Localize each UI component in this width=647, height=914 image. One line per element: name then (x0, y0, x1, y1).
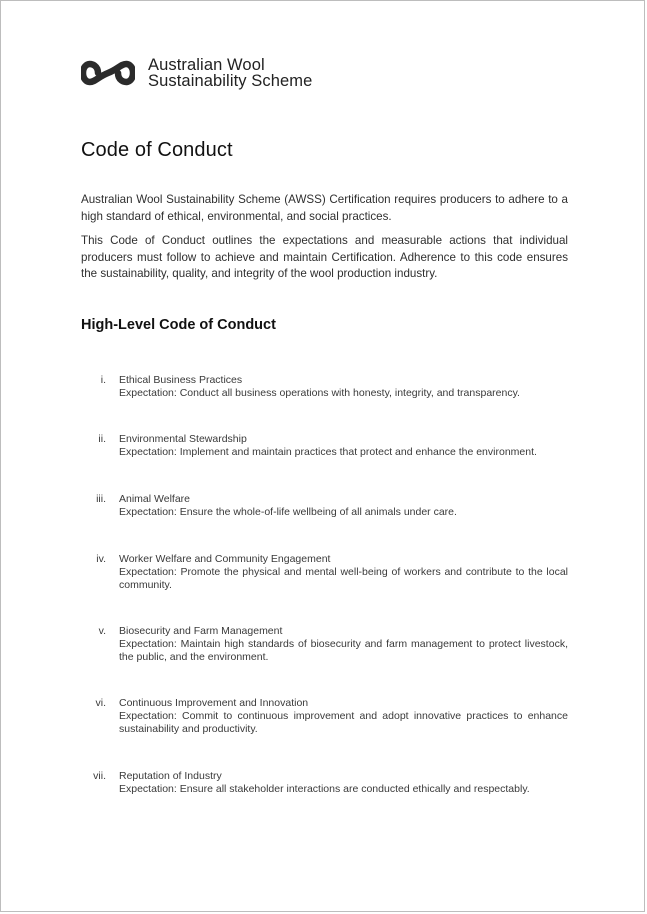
item-title: Ethical Business Practices (119, 374, 243, 386)
item-expectation: Expectation: Promote the physical and mental well-being of workers and contribute to the local community. (119, 566, 568, 591)
logo (81, 56, 312, 90)
item-number: iii. (96, 493, 106, 505)
item-number: v. (98, 625, 106, 637)
intro-section (81, 192, 568, 291)
item-expectation: Expectation: Ensure all stakeholder interactions are conducted ethically and respectably. (119, 783, 530, 795)
code-item (81, 493, 568, 519)
code-item (81, 433, 568, 459)
item-title: Animal Welfare (119, 493, 190, 505)
section-heading: High-Level Code of Conduct (81, 317, 276, 333)
item-title: Environmental Stewardship (119, 433, 247, 445)
code-item (81, 697, 568, 736)
code-item (81, 374, 568, 400)
logo-line-2: Sustainability Scheme (148, 72, 313, 90)
item-title: Continuous Improvement and Innovation (119, 697, 309, 709)
logo-wordmark (148, 57, 312, 89)
intro-paragraph-1: Australian Wool Sustainability Scheme (AWSS) Certification requires producers to adhere to a high standard of ethical, environmental, and social practices. (81, 193, 568, 223)
item-number: i. (100, 374, 106, 386)
item-title: Worker Welfare and Community Engagement (119, 553, 331, 565)
item-expectation: Expectation: Ensure the whole-of-life wellbeing of all animals under care. (119, 506, 457, 518)
item-expectation: Expectation: Implement and maintain practices that protect and enhance the environment. (119, 446, 537, 458)
code-item (81, 553, 568, 592)
logo-line-1: Australian Wool (148, 56, 265, 74)
item-title: Biosecurity and Farm Management (119, 625, 283, 637)
item-expectation: Expectation: Maintain high standards of biosecurity and farm management to protect livestock, the public, and the environment. (119, 638, 568, 663)
code-item (81, 770, 568, 796)
item-expectation: Expectation: Conduct all business operations with honesty, integrity, and transparency. (119, 387, 520, 399)
page-title: Code of Conduct (81, 139, 233, 161)
item-expectation: Expectation: Commit to continuous improvement and adopt innovative practices to enhance sustainability and productivity. (119, 710, 568, 735)
item-number: iv. (96, 553, 106, 565)
item-number: vii. (93, 770, 106, 782)
awss-logo-icon (81, 56, 135, 90)
item-number: vi. (95, 697, 106, 709)
code-item (81, 625, 568, 664)
intro-paragraph-2: This Code of Conduct outlines the expectations and measurable actions that individual producers must follow to achieve and maintain Certification. Adherence to this code ensures the sustainability, quality, and integrity of the wool production industry. (81, 234, 568, 280)
item-title: Reputation of Industry (119, 770, 222, 782)
item-number: ii. (98, 433, 106, 445)
